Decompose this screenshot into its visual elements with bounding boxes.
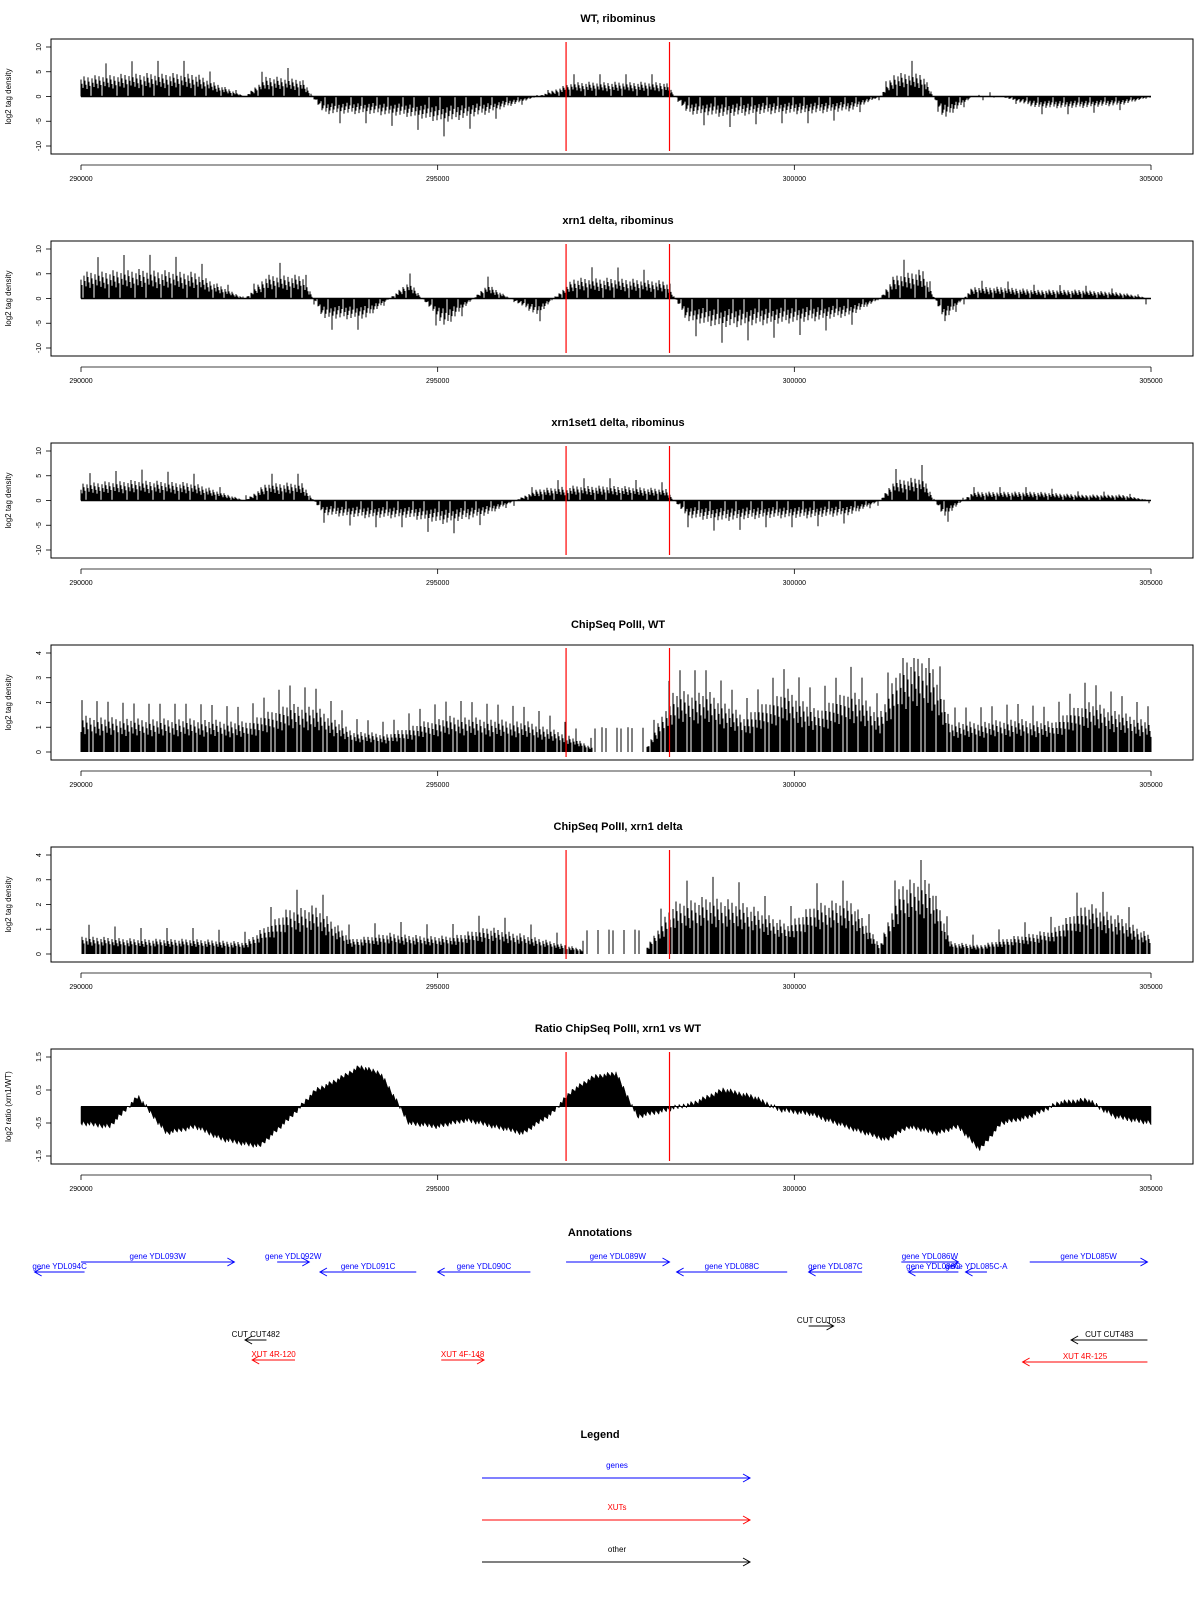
y-tick-label: 10 (36, 245, 43, 253)
x-tick-label: 290000 (69, 782, 93, 789)
legend-items (482, 1461, 750, 1566)
y-tick-label: -1.5 (36, 1149, 43, 1163)
y-axis-label: log2 tag density (4, 674, 13, 731)
gene-feature (945, 1262, 1008, 1276)
y-tick-label: 2 (36, 700, 43, 705)
gene-feature (566, 1252, 669, 1266)
x-tick-label: 295000 (425, 176, 450, 183)
panel-2 (4, 215, 1193, 385)
annotations-panel (32, 1227, 1147, 1366)
y-tick-label: 10 (36, 43, 43, 51)
y-tick-label: 10 (36, 447, 43, 455)
signal-series (81, 1065, 1151, 1150)
y-tick-label: 0 (36, 750, 43, 754)
y-tick-label: -10 (36, 342, 43, 354)
x-tick-label: 300000 (782, 378, 807, 385)
y-axis-label: log2 tag density (4, 876, 13, 933)
ratio-area (81, 1065, 1151, 1150)
y-tick-label: 3 (36, 675, 43, 680)
y-tick-label: 0.5 (36, 1085, 43, 1095)
x-tick-label: 300000 (782, 782, 807, 789)
feature-label: gene YDL086C (906, 1262, 961, 1271)
panel-title: ChipSeq PolII, xrn1 delta (553, 821, 683, 833)
y-tick-label: 5 (36, 473, 43, 478)
y-axis-label: log2 tag density (4, 472, 13, 529)
y-tick-label: 5 (36, 69, 43, 74)
gene-feature (320, 1262, 416, 1276)
y-tick-label: -5 (36, 320, 43, 327)
y-tick-label: 0 (36, 498, 43, 503)
feature-label: CUT CUT483 (1085, 1330, 1134, 1339)
y-tick-label: 4 (36, 853, 43, 857)
y-tick-label: -10 (36, 140, 43, 152)
feature-label: gene YDL086W (901, 1252, 959, 1261)
x-tick-label: 295000 (425, 1186, 450, 1193)
y-axis-label: log2 tag density (4, 68, 13, 125)
density-bars (81, 658, 1151, 752)
cut-feature (232, 1330, 281, 1344)
legend (482, 1429, 750, 1566)
feature-label: gene YDL089W (589, 1252, 646, 1261)
legend-item-other (482, 1545, 750, 1566)
y-tick-label: 1 (36, 927, 43, 932)
density-bars (81, 465, 1149, 533)
x-tick-label: 305000 (1139, 782, 1163, 789)
feature-label: CUT CUT482 (231, 1330, 280, 1339)
x-tick-label: 305000 (1139, 984, 1163, 991)
panel-6 (4, 1023, 1193, 1193)
x-tick-label: 305000 (1139, 580, 1163, 587)
gene-feature (32, 1262, 87, 1276)
x-tick-label: 300000 (782, 984, 807, 991)
gene-feature (1030, 1252, 1148, 1266)
x-tick-label: 290000 (69, 1186, 93, 1193)
feature-label: gene YDL090C (456, 1262, 512, 1271)
legend-title: Legend (580, 1429, 620, 1441)
y-tick-label: -5 (36, 118, 43, 125)
y-tick-label: 4 (36, 651, 43, 655)
x-tick-label: 295000 (425, 984, 450, 991)
y-axis-label: log2 tag density (4, 270, 13, 327)
y-tick-label: -5 (36, 522, 43, 529)
legend-item-gene (482, 1461, 750, 1482)
y-tick-label: 0 (36, 296, 43, 301)
gene-feature (438, 1262, 531, 1276)
panel-title: WT, ribominus (580, 13, 656, 25)
gene-feature (808, 1262, 863, 1276)
panel-5 (4, 821, 1193, 991)
feature-label: gene YDL085C-A (944, 1262, 1008, 1271)
panel-4 (4, 619, 1193, 789)
x-tick-label: 300000 (782, 580, 807, 587)
panel-3 (4, 417, 1193, 587)
feature-label: gene YDL088C (704, 1262, 760, 1271)
xut-feature (1023, 1352, 1148, 1366)
xut-feature (251, 1350, 296, 1364)
legend-label: XUTs (607, 1503, 627, 1512)
gene-feature (677, 1262, 788, 1276)
x-tick-label: 295000 (425, 580, 450, 587)
feature-label: gene YDL085W (1060, 1252, 1117, 1261)
y-tick-label: 3 (36, 877, 43, 882)
feature-label: XUT 4R-125 (1062, 1352, 1108, 1361)
feature-label: XUT 4F-148 (440, 1350, 485, 1359)
signal-series (82, 860, 1150, 954)
feature-label: gene YDL087C (808, 1262, 863, 1271)
x-tick-label: 295000 (425, 378, 450, 385)
y-tick-label: 2 (36, 902, 43, 907)
x-tick-label: 290000 (69, 378, 93, 385)
x-tick-label: 305000 (1139, 378, 1163, 385)
x-tick-label: 295000 (425, 782, 450, 789)
y-tick-label: -0.5 (36, 1116, 43, 1130)
panel-title: ChipSeq PolII, WT (570, 619, 666, 631)
feature-label: CUT CUT053 (796, 1316, 846, 1325)
x-tick-label: 300000 (782, 176, 807, 183)
annotation-features (32, 1252, 1147, 1366)
x-tick-label: 300000 (782, 1186, 807, 1193)
signal-series (81, 658, 1151, 752)
feature-label: gene YDL091C (340, 1262, 396, 1271)
y-axis-label: log2 ratio (xrn1/WT) (4, 1071, 13, 1142)
y-tick-label: 0 (36, 94, 43, 99)
legend-label: other (607, 1545, 627, 1554)
signal-series (81, 61, 1151, 136)
annotations-title: Annotations (567, 1227, 633, 1239)
panel-title: xrn1 delta, ribominus (562, 215, 674, 227)
x-tick-label: 290000 (69, 176, 93, 183)
y-tick-label: -10 (36, 544, 43, 556)
x-tick-label: 305000 (1139, 176, 1163, 183)
x-tick-label: 290000 (69, 984, 93, 991)
density-bars (82, 860, 1150, 954)
signal-series (81, 255, 1151, 343)
gene-feature (265, 1252, 322, 1266)
y-tick-label: 1.5 (36, 1052, 43, 1062)
feature-label: gene YDL093W (129, 1252, 186, 1261)
legend-item-xut (482, 1503, 750, 1524)
signal-series (81, 465, 1151, 533)
gene-feature (81, 1252, 234, 1266)
cut-feature (797, 1316, 846, 1330)
y-tick-label: 5 (36, 271, 43, 276)
x-tick-label: 290000 (69, 580, 93, 587)
y-tick-label: 0 (36, 952, 43, 956)
y-tick-label: 1 (36, 725, 43, 730)
panel-1 (4, 13, 1193, 183)
x-tick-label: 305000 (1139, 1186, 1163, 1193)
feature-label: gene YDL094C (32, 1262, 87, 1271)
density-bars (81, 61, 1150, 136)
cut-feature (1071, 1330, 1147, 1344)
feature-label: XUT 4R-120 (251, 1350, 296, 1359)
legend-label: genes (606, 1461, 628, 1470)
track-panels (4, 13, 1193, 1193)
feature-label: gene YDL092W (265, 1252, 322, 1261)
xut-feature (441, 1350, 485, 1364)
panel-title: Ratio ChipSeq PolII, xrn1 vs WT (534, 1023, 702, 1035)
panel-title: xrn1set1 delta, ribominus (551, 417, 685, 429)
